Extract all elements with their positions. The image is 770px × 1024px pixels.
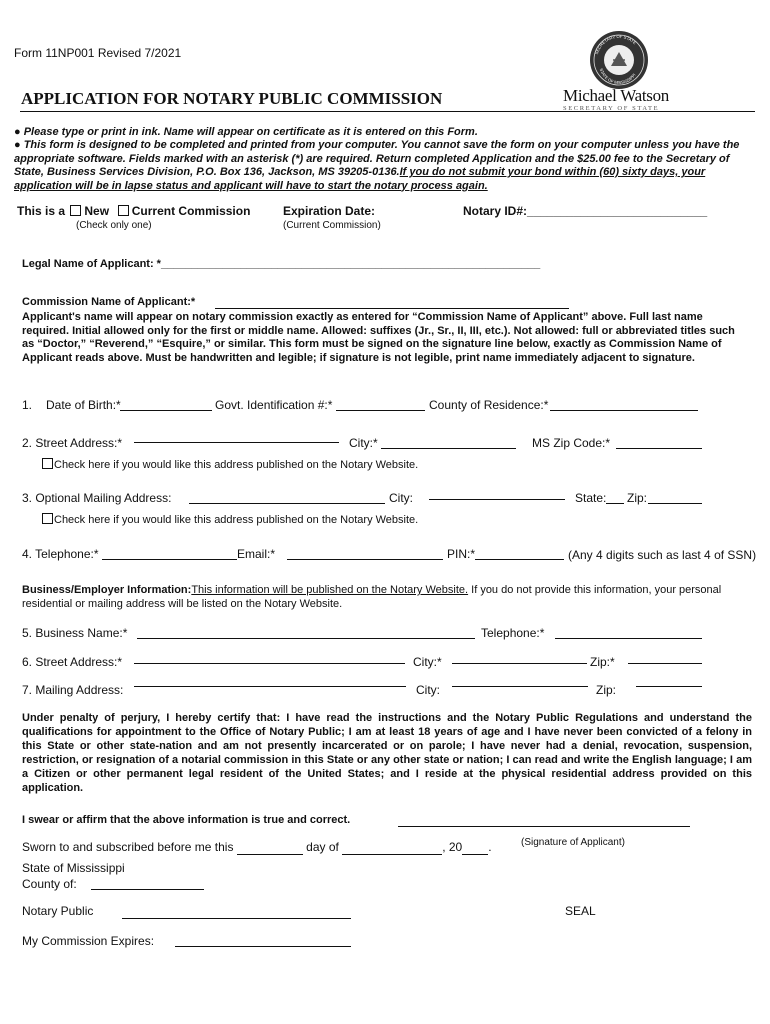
new-checkbox[interactable] <box>70 205 81 216</box>
mailing-city-label: City: <box>389 491 413 505</box>
expiration-date-label: Expiration Date: <box>283 204 376 218</box>
commission-type-row: This is a New Current Commission <box>17 204 251 218</box>
county-residence-label: County of Residence:* <box>429 398 549 412</box>
business-street-label: 6. Street Address:* <box>22 655 123 669</box>
mailing-state-label: State: <box>575 491 607 505</box>
publish-residential-checkbox-row[interactable]: Check here if you would like this address published on the Notary Website. <box>42 458 418 471</box>
expiration-note: (Current Commission) <box>283 220 381 231</box>
street-address-label: 2. Street Address:* <box>22 436 123 450</box>
instruction-2: ● This form is designed to be completed and printed from your computer. You cannot save the form on your computer unless you have the appropriate software. Fields marked with an asterisk (*) are required. Return completed Application and the $25.00 fee to the Secretary of State, Business Services Division, P.O. Box 136, Jackson, MS 39205-0136.If you do not submit your bond within (60) sixty days, your application will be in lapse status and applicant will have to start the notary process again. <box>14 139 740 192</box>
current-commission-checkbox[interactable] <box>118 205 129 216</box>
pin-note: (Any 4 digits such as last 4 of SSN) <box>568 548 757 562</box>
business-city-label: City:* <box>413 655 442 669</box>
pin-input[interactable] <box>475 559 564 560</box>
pin-label: PIN:* <box>447 547 476 561</box>
street-address-input[interactable] <box>134 442 339 443</box>
commission-name-label: Commission Name of Applicant:* <box>22 296 196 308</box>
email-label: Email:* <box>237 547 276 561</box>
legal-name-field[interactable]: Legal Name of Applicant: *______________________________________________________________ <box>22 258 541 270</box>
email-input[interactable] <box>287 559 443 560</box>
official-name: Michael Watson <box>563 86 670 105</box>
business-mailing-city-label: City: <box>416 683 440 697</box>
business-zip-input[interactable] <box>628 663 702 664</box>
notary-public-signature-input[interactable] <box>122 918 351 919</box>
govt-id-label: Govt. Identification #:* <box>215 398 333 412</box>
dob-label: Date of Birth:* <box>46 398 121 412</box>
business-mailing-city-input[interactable] <box>452 686 588 687</box>
sworn-statement: Sworn to and subscribed before me this day of , 20 . <box>22 840 492 854</box>
mailing-address-input[interactable] <box>189 503 385 504</box>
form-number: Form 11NP001 Revised 7/2021 <box>14 46 182 60</box>
certification-text: Under penalty of perjury, I hereby certify that: I have read the instructions and the Notary Public Regulations and understand the qualifications for appointment to the Office of Notary Public; I am at least 18 years of age and I have never been convicted of a felony in this State or other state-nation and am not presently incarcerated or on parole; I have never had a denial, revocation, suspension, restriction, or resignation of a notarial commission in this State or any other state or nation; I can read and write the English language; I am a Citizen or other permanent legal resident of the United States; and I reside at the physical residential address provided on this application. <box>22 712 752 794</box>
telephone-input[interactable] <box>102 559 237 560</box>
business-mailing-zip-label: Zip: <box>596 683 617 697</box>
business-info-heading: Business/Employer Information:This information will be published on the Notary Website. If you do not provide this information, your personal residential or mailing address will be listed on the Notary Website. <box>22 584 722 610</box>
mailing-city-input[interactable] <box>429 499 565 500</box>
mailing-state-input[interactable] <box>606 503 624 504</box>
ms-zip-label: MS Zip Code:* <box>532 436 611 450</box>
commission-expires-input[interactable] <box>175 946 351 947</box>
business-mailing-input[interactable] <box>134 686 406 687</box>
swear-statement: I swear or affirm that the above information is true and correct. <box>22 814 351 826</box>
mailing-zip-input[interactable] <box>648 503 702 504</box>
svg-text:SECRETARY OF STATE: SECRETARY OF STATE <box>593 33 638 55</box>
publish-mailing-checkbox-row[interactable]: Check here if you would like this address published on the Notary Website. <box>42 513 418 526</box>
business-street-input[interactable] <box>134 663 405 664</box>
ms-zip-input[interactable] <box>616 448 702 449</box>
seal-label: SEAL <box>565 904 596 918</box>
commission-name-note: Applicant's name will appear on notary commission exactly as entered for “Commission Name of Applicant” above. Full last name required. Initial allowed only for the first or middle name. Allowed: suffixes (Jr., Sr., II, III, etc.). Not allowed: full or abbreviated titles such as “Doctor,” “Reverend,” “Esquire,” or similar. This form must be signed on the signature line below, exactly as Commission Name of Applicant reads above. Must be handwritten and legible; if signature is not legible, print name immediately adjacent to signature. <box>22 311 735 364</box>
commission-expires-label: My Commission Expires: <box>22 934 155 948</box>
city-label: City:* <box>349 436 378 450</box>
sworn-month-input[interactable] <box>342 840 442 855</box>
business-mailing-zip-input[interactable] <box>636 686 702 687</box>
county-residence-input[interactable] <box>550 410 698 411</box>
svg-text:STATE OF MISSISSIPPI: STATE OF MISSISSIPPI <box>598 67 637 86</box>
publish-checkbox[interactable] <box>42 458 53 469</box>
business-telephone-input[interactable] <box>555 638 702 639</box>
county-label: County of: <box>22 877 77 891</box>
dob-number: 1. <box>22 398 33 412</box>
govt-id-input[interactable] <box>336 410 425 411</box>
sworn-year-input[interactable] <box>462 840 488 855</box>
signature-label: (Signature of Applicant) <box>521 837 625 848</box>
page-title: APPLICATION FOR NOTARY PUBLIC COMMISSION <box>21 89 443 108</box>
check-only-one-note: (Check only one) <box>76 220 152 231</box>
business-zip-label: Zip:* <box>590 655 615 669</box>
business-name-label: 5. Business Name:* <box>22 626 128 640</box>
commission-name-input[interactable] <box>215 308 569 309</box>
mailing-zip-label: Zip: <box>627 491 648 505</box>
county-input[interactable] <box>91 889 204 890</box>
business-telephone-label: Telephone:* <box>481 626 545 640</box>
publish-mailing-checkbox[interactable] <box>42 513 53 524</box>
notary-public-label: Notary Public <box>22 904 94 918</box>
state-label: State of Mississippi <box>22 861 125 875</box>
mailing-address-label: 3. Optional Mailing Address: <box>22 491 172 505</box>
business-mailing-label: 7. Mailing Address: <box>22 683 124 697</box>
city-input[interactable] <box>381 448 516 449</box>
sworn-day-input[interactable] <box>237 840 303 855</box>
notary-id-field[interactable]: Notary ID#:___________________________ <box>463 204 708 218</box>
instruction-1: ● Please type or print in ink. Name will appear on certificate as it is entered on this Form. <box>14 126 478 138</box>
seal-ring-text <box>589 30 649 90</box>
signature-input[interactable] <box>398 826 690 827</box>
telephone-label: 4. Telephone:* <box>22 547 99 561</box>
official-title: SECRETARY OF STATE <box>563 105 660 112</box>
business-name-input[interactable] <box>137 638 475 639</box>
dob-input[interactable] <box>120 410 212 411</box>
business-city-input[interactable] <box>452 663 587 664</box>
